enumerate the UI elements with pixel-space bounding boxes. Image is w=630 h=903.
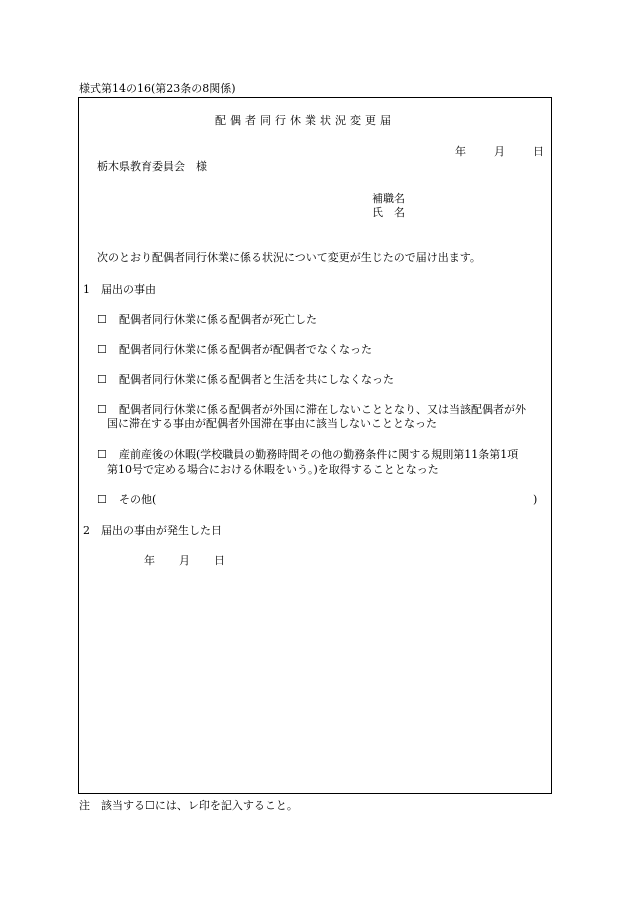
reason-item	[97, 312, 317, 327]
reason-text-line2: 第10号で定める場合における休暇をいう。)を取得することとなった	[107, 463, 439, 476]
checkbox[interactable]: ☐	[97, 493, 107, 506]
date-year: 年	[455, 145, 466, 158]
other-close-paren: )	[533, 493, 538, 506]
other-label: その他(	[119, 493, 157, 506]
reason-item	[97, 342, 372, 357]
form-title: 配偶者同行休業状況変更届	[215, 114, 395, 127]
date-month: 月	[494, 145, 505, 158]
form-number: 様式第14の16(第23条の8関係)	[79, 82, 236, 95]
occurrence-day: 日	[214, 554, 225, 567]
reason-text-line1: 配偶者同行休業に係る配偶者が外国に滞在しないこととなり、又は当該配偶者が外	[119, 403, 526, 416]
date-day: 日	[533, 145, 544, 158]
reason-item-other	[97, 492, 156, 507]
reason-text: 配偶者同行休業に係る配偶者が死亡した	[119, 313, 317, 326]
reason-text-line1: 産前産後の休暇(学校職員の勤務時間その他の勤務条件に関する規則第11条第1項	[119, 448, 519, 461]
checkbox[interactable]: ☐	[97, 403, 107, 416]
footer-note: 注 該当する☐には、レ印を記入すること。	[79, 799, 298, 812]
addressee: 栃木県教育委員会 様	[97, 160, 207, 173]
section2-heading: 2 届出の事由が発生した日	[83, 524, 222, 537]
occurrence-year: 年	[144, 554, 155, 567]
checkbox[interactable]: ☐	[97, 448, 107, 461]
form-box	[78, 97, 552, 794]
name-label: 氏 名	[372, 206, 405, 219]
reason-text: 配偶者同行休業に係る配偶者と生活を共にしなくなった	[119, 373, 394, 386]
submission-date	[455, 144, 544, 159]
checkbox[interactable]: ☐	[97, 343, 107, 356]
intro-text: 次のとおり配偶者同行休業に係る状況について変更が生じたので届け出ます。	[97, 251, 481, 264]
reason-text-line2: 国に滞在する事由が配偶者外国滞在事由に該当しないこととなった	[107, 417, 437, 430]
occurrence-month: 月	[179, 554, 190, 567]
checkbox[interactable]: ☐	[97, 313, 107, 326]
reason-item	[97, 372, 394, 387]
reason-item	[97, 447, 518, 462]
position-label: 補職名	[372, 192, 405, 205]
section1-heading: 1 届出の事由	[83, 283, 156, 296]
occurrence-date	[144, 553, 225, 568]
checkbox[interactable]: ☐	[97, 373, 107, 386]
reason-text: 配偶者同行休業に係る配偶者が配偶者でなくなった	[119, 343, 372, 356]
